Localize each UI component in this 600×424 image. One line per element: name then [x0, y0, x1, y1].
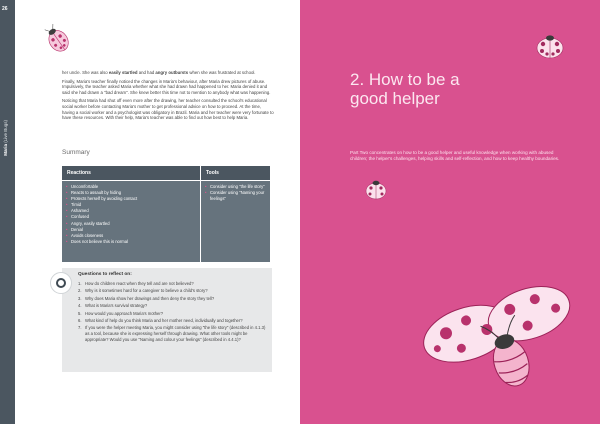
- tool-item: • Consider using "the life story": [205, 184, 266, 190]
- paragraph-1: her uncle. She was also easily startled and had angry outbursts when she was frustrated at school.: [62, 70, 256, 75]
- reaction-item: • Protects herself by avoiding contact: [66, 196, 196, 202]
- question-item: 4. What is Maria's survival strategy?: [78, 303, 148, 309]
- question-item: 5. How would you approach Maria's mother?: [78, 310, 164, 316]
- chapter-title-line-1: 2. How to be a: [350, 70, 460, 89]
- table-column-reactions: [62, 181, 200, 262]
- question-item: 7. If you were the helper meeting Maria, you might consider using "the life story" (described in 4.1.3) as a tool, because she is expressing herself through drawing. What other tools might be appropriate? Would you use "Naming and colour your feelings" (described in 4.4.1)?: [78, 325, 266, 342]
- ladybug-illustration-middle: [362, 178, 390, 202]
- body-text: [62, 70, 274, 124]
- question-item: 2. Why is it sometimes hard for a caregiver to believe a child's story?: [78, 288, 208, 294]
- ladybug-illustration-top: [533, 32, 567, 62]
- running-header-name: Maria: [3, 144, 8, 156]
- reaction-item: • Timid: [66, 202, 196, 208]
- paragraph-3: Noticing that Maria had shut off even more after the drawing, her teacher consulted the school's educational social worker before contacting Maria's mother to get professional advice on how to proceed. At the time, having a social worker and a psychologist was obligatory in Brazil. Maria and her teacher were very fortunate to have these resources. With their help, Maria's teacher was able to find out how best to help Maria.: [62, 98, 274, 121]
- questions-title: Questions to reflect on:: [78, 272, 132, 277]
- running-header-title: (Live Bugs): [3, 120, 8, 143]
- tool-item: • Consider using "Naming your feelings": [205, 190, 266, 202]
- reaction-item: • Ashamed: [66, 208, 196, 214]
- reaction-item: • Uncomfortable: [66, 184, 196, 190]
- summary-heading: Summary: [62, 149, 90, 156]
- running-header: [3, 120, 8, 156]
- chapter-intro: Part Two concentrates on how to be a good helper and useful knowledge when working with abused children; the helper's challenges, helping skills and self-reflection, and how to keep healthy boundaries.: [350, 150, 560, 161]
- reaction-item: • Reacts to assault by hiding: [66, 190, 196, 196]
- questions-list: [78, 281, 268, 344]
- ladybug-illustration-large: [420, 278, 590, 424]
- paragraph-2: Finally, Maria's teacher finally noticed the changes in Maria's behaviour, after Maria drew pictures of abuse. Impulsively, the teacher asked Maria whether what she had drawn had happened to her. Maria denied it and said she had drawn a "bad dream". She knew better this time not to mention to anybody what was happening.: [62, 78, 271, 95]
- reaction-item: • Confused: [66, 214, 196, 220]
- reaction-item: • Angry, easily startled: [66, 221, 196, 227]
- question-item: 6. What kind of help do you think Maria and her mother need, individually and together?: [78, 317, 243, 323]
- reaction-item: • Does not believe this is normal: [66, 239, 196, 245]
- table-header-tools: Tools: [201, 166, 270, 180]
- table-header-reactions: Reactions: [62, 166, 200, 180]
- table-column-tools: [201, 181, 270, 262]
- reaction-item: • Avoids closeness: [66, 233, 196, 239]
- chapter-title: [350, 70, 460, 108]
- reflection-icon: [50, 272, 72, 294]
- side-strip: [0, 0, 15, 424]
- page-number: 26: [2, 6, 8, 12]
- right-page: [300, 0, 600, 424]
- summary-table: [62, 166, 270, 262]
- chapter-title-line-2: good helper: [350, 89, 440, 108]
- ladybug-illustration-small: [44, 26, 72, 54]
- question-item: 3. Why does Maria show her drawings and then deny the story they tell?: [78, 295, 215, 301]
- reaction-item: • Denial: [66, 227, 196, 233]
- question-item: 1. How do children react when they tell and are not believed?: [78, 281, 194, 286]
